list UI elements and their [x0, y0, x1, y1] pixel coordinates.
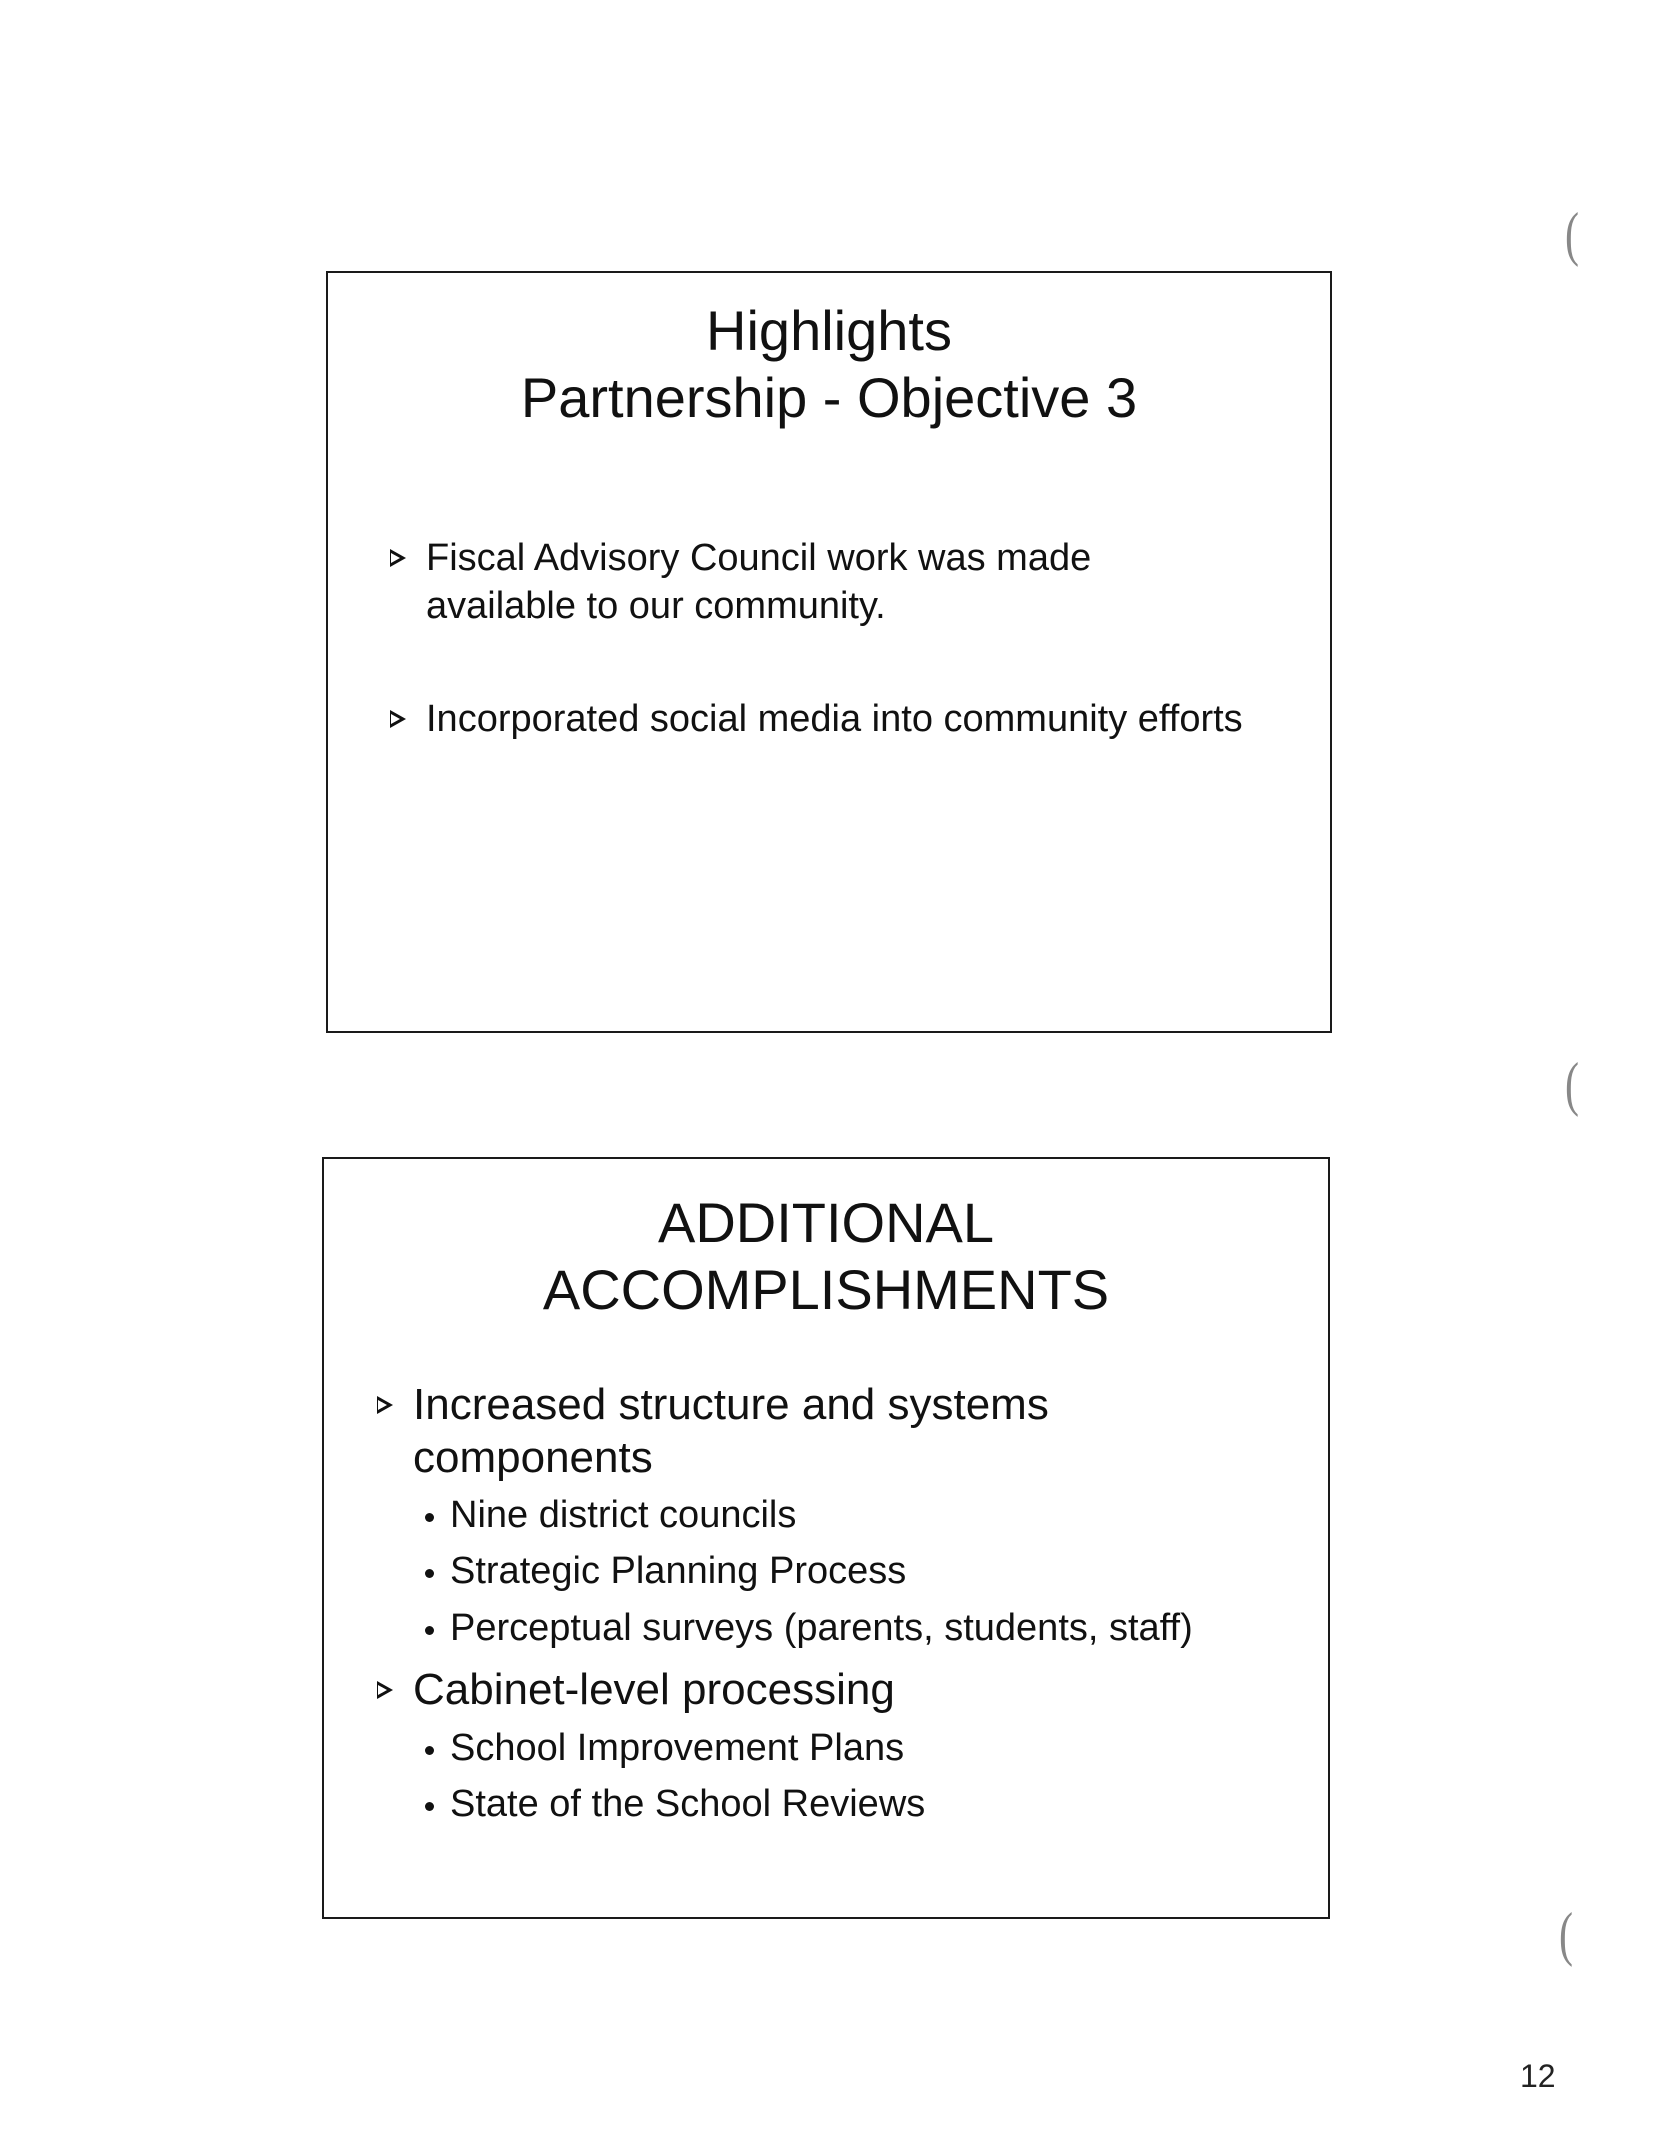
- bullet-dot-icon: [425, 1802, 434, 1811]
- slide-title: [328, 297, 1330, 431]
- bullet-line: available to our community.: [426, 585, 886, 627]
- bullet-line: Increased structure and systems: [413, 1380, 1049, 1429]
- arrow-bullet-icon: [390, 710, 406, 728]
- margin-paren-mark: (: [1558, 1901, 1573, 1967]
- arrow-bullet-icon: [377, 1681, 393, 1699]
- bullet-increased-structure: [377, 1378, 1049, 1484]
- bullet-dot-icon: [425, 1746, 434, 1755]
- arrow-bullet-icon: [390, 549, 406, 567]
- bullet-cabinet-level: [377, 1663, 895, 1716]
- subitem-text: State of the School Reviews: [450, 1783, 926, 1825]
- bullet-dot-icon: [425, 1513, 434, 1522]
- subitem-text: School Improvement Plans: [450, 1727, 905, 1769]
- bullet-social-media: [390, 695, 1243, 743]
- subitem: [425, 1780, 925, 1828]
- slide-highlights-partnership: [326, 271, 1332, 1033]
- slide-title-line-2: Partnership - Objective 3: [520, 366, 1138, 429]
- subitem-text: Strategic Planning Process: [450, 1550, 907, 1592]
- bullet-line: Fiscal Advisory Council work was made: [426, 537, 1092, 579]
- subitem-text: Nine district councils: [450, 1494, 797, 1536]
- page-number: 12: [1520, 2058, 1556, 2094]
- bullet-dot-icon: [425, 1626, 434, 1635]
- bullet-dot-icon: [425, 1569, 434, 1578]
- slide-title-line-2: ACCOMPLISHMENTS: [542, 1258, 1110, 1321]
- bullet-line: Incorporated social media into community efforts: [426, 698, 1243, 740]
- subitem: [425, 1491, 796, 1539]
- margin-paren-mark: (: [1564, 201, 1579, 267]
- subitem-text: Perceptual surveys (parents, students, staff): [450, 1607, 1193, 1649]
- slide-title-line-1: ADDITIONAL: [657, 1191, 995, 1254]
- margin-paren-mark: (: [1564, 1051, 1579, 1117]
- subitem: [425, 1604, 1193, 1652]
- slide-title: [324, 1189, 1328, 1323]
- bullet-line: Cabinet-level processing: [413, 1665, 895, 1714]
- bullet-text: [426, 534, 1091, 630]
- arrow-bullet-icon: [377, 1396, 393, 1414]
- bullet-text: [413, 1663, 895, 1716]
- subitem: [425, 1724, 904, 1772]
- bullet-fiscal-advisory: [390, 534, 1091, 630]
- slide-title-line-1: Highlights: [706, 299, 952, 362]
- bullet-text: [413, 1378, 1049, 1484]
- bullet-text: [426, 695, 1243, 743]
- slide-additional-accomplishments: [322, 1157, 1330, 1919]
- subitem: [425, 1547, 906, 1595]
- bullet-line: components: [413, 1433, 653, 1482]
